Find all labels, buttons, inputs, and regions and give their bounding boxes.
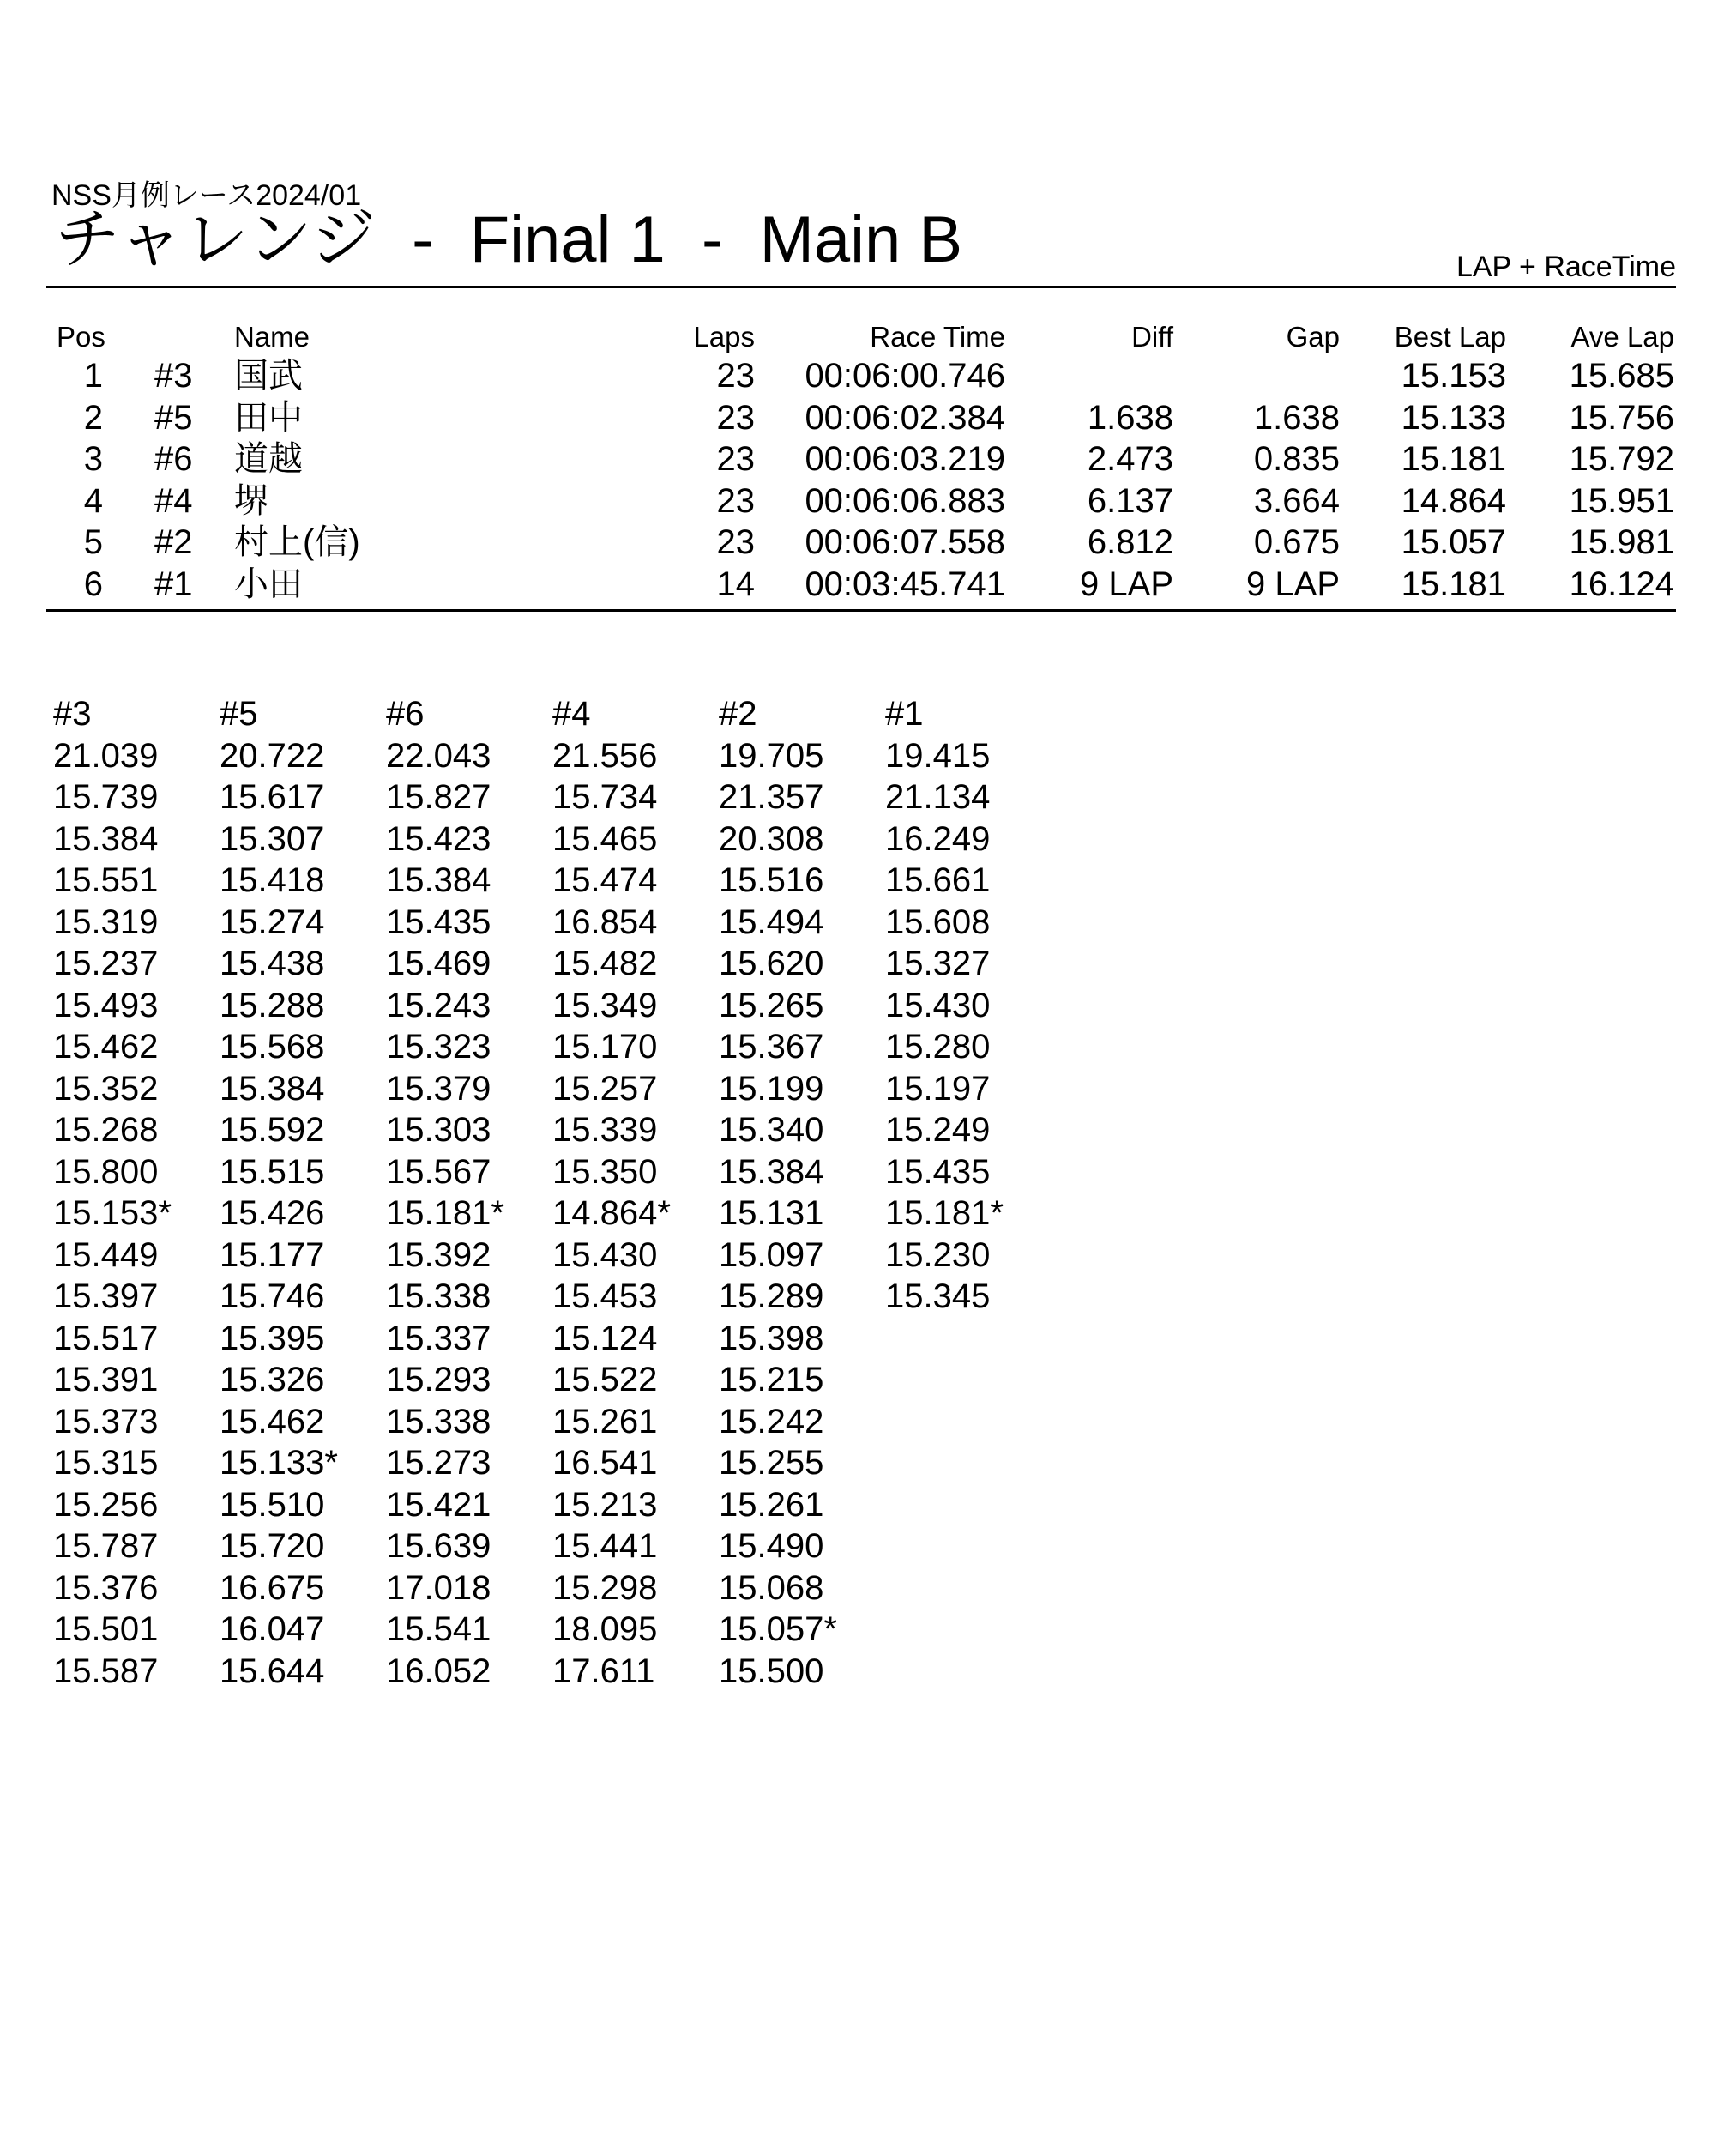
- lap-time-cell: 15.490: [719, 1527, 824, 1565]
- lap-time-cell: 15.644: [220, 1652, 325, 1690]
- lap-time-cell: 15.608: [885, 903, 991, 941]
- lap-time-cell: 15.568: [220, 1028, 325, 1066]
- col-header-laps: Laps: [693, 321, 755, 353]
- lap-time-cell: 15.153*: [53, 1194, 172, 1232]
- lap-column: [885, 693, 1052, 1692]
- driver-name-cell: 道越: [234, 440, 303, 478]
- lap-time-cell: 15.338: [386, 1402, 491, 1440]
- lap-time-cell: 15.500: [719, 1652, 824, 1690]
- col-header-name: Name: [234, 321, 310, 353]
- lap-time-cell: 15.395: [220, 1319, 325, 1357]
- best-lap-cell: 14.864: [1401, 481, 1506, 520]
- lap-time-cell: 15.280: [885, 1028, 991, 1066]
- lap-time-cell: 15.376: [53, 1568, 159, 1607]
- driver-name-cell: 国武: [234, 357, 303, 395]
- lap-time-cell: 15.435: [885, 1152, 991, 1191]
- lap-time-cell: 16.854: [552, 903, 658, 941]
- lap-time-cell: 16.249: [885, 819, 991, 858]
- lap-time-cell: 15.494: [719, 903, 824, 941]
- lap-time-cell: 15.827: [386, 778, 491, 816]
- col-header-gap: Gap: [1286, 321, 1340, 353]
- lap-time-cell: 15.057*: [719, 1610, 837, 1648]
- lap-time-cell: 16.541: [552, 1444, 658, 1482]
- lap-time-cell: 15.177: [220, 1235, 325, 1274]
- lap-time-cell: 15.367: [719, 1028, 824, 1066]
- lap-time-cell: 21.134: [885, 778, 991, 816]
- lap-time-cell: 15.800: [53, 1152, 159, 1191]
- event-name: NSS月例レース2024/01: [51, 179, 362, 212]
- pos-cell: 6: [83, 565, 103, 603]
- lap-time-cell: 15.261: [552, 1402, 658, 1440]
- lap-column: [552, 693, 719, 1692]
- lap-time-cell: 15.379: [386, 1069, 491, 1108]
- lap-time-cell: 15.515: [220, 1152, 325, 1191]
- lap-time-cell: 15.661: [885, 861, 991, 899]
- lap-time-cell: 15.449: [53, 1235, 159, 1274]
- pos-cell: 3: [83, 440, 103, 478]
- lap-time-cell: 15.352: [53, 1069, 159, 1108]
- lap-time-cell: 15.340: [719, 1111, 824, 1149]
- lap-time-cell: 15.430: [552, 1235, 658, 1274]
- lap-time-cell: 15.441: [552, 1527, 658, 1565]
- lap-time-cell: 15.230: [885, 1235, 991, 1274]
- ave-lap-cell: 15.951: [1569, 481, 1674, 520]
- lap-time-cell: 20.308: [719, 819, 824, 858]
- lap-time-cell: 15.181*: [885, 1194, 1004, 1232]
- lap-time-cell: 15.384: [386, 861, 491, 899]
- lap-time-cell: 15.398: [719, 1319, 824, 1357]
- lap-column: [386, 693, 552, 1692]
- gap-cell: 3.664: [1253, 481, 1340, 520]
- lap-time-cell: 15.337: [386, 1319, 491, 1357]
- lap-time-cell: 15.567: [386, 1152, 491, 1191]
- best-lap-cell: 15.181: [1401, 440, 1506, 478]
- pos-cell: 4: [83, 481, 103, 520]
- results-table: [0, 319, 1724, 605]
- lap-time-cell: 16.047: [220, 1610, 325, 1648]
- lap-time-cell: 15.517: [53, 1319, 159, 1357]
- lap-time-cell: 15.197: [885, 1069, 991, 1108]
- table-row: [0, 480, 1724, 522]
- table-row: [0, 355, 1724, 397]
- driver-name-cell: 小田: [234, 565, 303, 603]
- lap-time-cell: 15.438: [220, 945, 325, 982]
- lap-time-cell: 15.516: [719, 861, 824, 899]
- lap-time-cell: 15.319: [53, 903, 159, 941]
- lap-column-header: #2: [719, 695, 757, 733]
- lap-time-cell: 15.462: [53, 1028, 159, 1066]
- lap-time-cell: 15.124: [552, 1319, 658, 1357]
- lap-column-header: #3: [53, 695, 92, 733]
- lap-time-cell: 15.739: [53, 778, 159, 816]
- lap-time-cell: 15.303: [386, 1111, 491, 1149]
- header-rule: [46, 286, 1676, 288]
- laps-cell: 23: [716, 440, 755, 478]
- lap-time-cell: 15.787: [53, 1527, 159, 1565]
- car-number-cell: #5: [154, 398, 193, 437]
- results-bottom-rule: [46, 609, 1676, 612]
- laps-cell: 14: [716, 565, 755, 603]
- timing-mode: LAP + RaceTime: [1456, 251, 1676, 283]
- race-time-cell: 00:06:00.746: [805, 357, 1005, 395]
- lap-time-cell: 15.423: [386, 819, 491, 858]
- pos-cell: 2: [83, 398, 103, 437]
- page-title: チャレンジ - Final 1 - Main B: [55, 203, 963, 276]
- lap-time-cell: 15.293: [386, 1361, 491, 1398]
- race-time-cell: 00:06:07.558: [805, 523, 1005, 561]
- lap-time-cell: 15.384: [220, 1069, 325, 1108]
- race-time-cell: 00:06:06.883: [805, 481, 1005, 520]
- lap-time-cell: 15.170: [552, 1028, 658, 1066]
- lap-time-cell: 16.052: [386, 1652, 491, 1690]
- best-lap-cell: 15.133: [1401, 398, 1506, 437]
- lap-time-cell: 15.493: [53, 986, 159, 1024]
- race-time-cell: 00:03:45.741: [805, 565, 1005, 603]
- table-row: [0, 522, 1724, 564]
- lap-time-cell: 15.326: [220, 1361, 325, 1398]
- car-number-cell: #4: [154, 481, 193, 520]
- lap-time-cell: 15.350: [552, 1152, 658, 1191]
- lap-time-cell: 19.705: [719, 736, 824, 775]
- lap-time-cell: 17.018: [386, 1568, 491, 1607]
- lap-time-cell: 18.095: [552, 1610, 658, 1648]
- lap-column-header: #5: [220, 695, 258, 733]
- laps-cell: 23: [716, 523, 755, 561]
- lap-time-cell: 15.289: [719, 1277, 824, 1315]
- col-header-best-lap: Best Lap: [1394, 321, 1506, 353]
- table-row: [0, 397, 1724, 439]
- col-header-ave-lap: Ave Lap: [1570, 321, 1674, 353]
- lap-time-cell: 15.551: [53, 861, 159, 899]
- col-header-pos: Pos: [57, 321, 105, 353]
- lap-time-cell: 15.418: [220, 861, 325, 899]
- diff-cell: 1.638: [1087, 398, 1173, 437]
- pos-cell: 1: [83, 357, 103, 395]
- lap-time-cell: 15.255: [719, 1444, 824, 1482]
- lap-time-cell: 15.257: [552, 1069, 658, 1108]
- lap-time-cell: 15.327: [885, 945, 991, 982]
- lap-time-cell: 15.391: [53, 1361, 159, 1398]
- car-number-cell: #3: [154, 357, 193, 395]
- lap-column-header: #4: [552, 695, 591, 733]
- ave-lap-cell: 15.756: [1569, 398, 1674, 437]
- lap-time-cell: 15.482: [552, 945, 658, 982]
- lap-time-cell: 15.256: [53, 1485, 159, 1524]
- lap-time-cell: 15.213: [552, 1485, 658, 1524]
- lap-time-cell: 15.510: [220, 1485, 325, 1524]
- lap-column-header: #1: [885, 695, 924, 733]
- lap-time-cell: 15.237: [53, 945, 159, 982]
- lap-time-cell: 19.415: [885, 736, 991, 775]
- lap-time-cell: 15.274: [220, 903, 325, 941]
- lap-time-cell: 15.068: [719, 1568, 824, 1607]
- laps-cell: 23: [716, 398, 755, 437]
- lap-time-cell: 15.242: [719, 1402, 824, 1440]
- col-header-diff: Diff: [1131, 321, 1173, 353]
- lap-time-cell: 15.384: [53, 819, 159, 858]
- laps-cell: 23: [716, 357, 755, 395]
- gap-cell: 1.638: [1253, 398, 1340, 437]
- driver-name-cell: 田中: [234, 398, 303, 437]
- gap-cell: 9 LAP: [1246, 565, 1340, 603]
- lap-time-cell: 15.522: [552, 1361, 658, 1398]
- race-time-cell: 00:06:03.219: [805, 440, 1005, 478]
- lap-times-table: [53, 693, 1052, 1692]
- lap-time-cell: 15.307: [220, 819, 325, 858]
- lap-time-cell: 15.746: [220, 1277, 325, 1315]
- ave-lap-cell: 16.124: [1569, 565, 1674, 603]
- lap-time-cell: 15.199: [719, 1069, 824, 1108]
- car-number-cell: #6: [154, 440, 193, 478]
- lap-time-cell: 15.469: [386, 945, 491, 982]
- ave-lap-cell: 15.981: [1569, 523, 1674, 561]
- lap-time-cell: 15.133*: [220, 1444, 338, 1482]
- lap-time-cell: 15.617: [220, 778, 325, 816]
- car-number-cell: #1: [154, 565, 193, 603]
- lap-column: [220, 693, 386, 1692]
- lap-time-cell: 15.397: [53, 1277, 159, 1315]
- lap-time-cell: 15.339: [552, 1111, 658, 1149]
- table-row: [0, 564, 1724, 606]
- lap-time-cell: 15.243: [386, 986, 491, 1024]
- lap-time-cell: 17.611: [552, 1652, 655, 1690]
- lap-time-cell: 15.249: [885, 1111, 991, 1149]
- driver-name-cell: 堺: [234, 481, 268, 520]
- lap-time-cell: 15.430: [885, 986, 991, 1024]
- lap-time-cell: 15.392: [386, 1235, 491, 1274]
- lap-time-cell: 15.462: [220, 1402, 325, 1440]
- pos-cell: 5: [83, 523, 103, 561]
- lap-time-cell: 21.556: [552, 736, 658, 775]
- laps-cell: 23: [716, 481, 755, 520]
- lap-time-cell: 15.215: [719, 1361, 824, 1398]
- lap-time-cell: 15.435: [386, 903, 491, 941]
- lap-time-cell: 15.639: [386, 1527, 491, 1565]
- lap-time-cell: 15.268: [53, 1111, 159, 1149]
- lap-time-cell: 15.720: [220, 1527, 325, 1565]
- ave-lap-cell: 15.685: [1569, 357, 1674, 395]
- lap-time-cell: 15.288: [220, 986, 325, 1024]
- lap-time-cell: 15.421: [386, 1485, 491, 1524]
- lap-time-cell: 15.131: [719, 1194, 824, 1232]
- lap-time-cell: 15.373: [53, 1402, 159, 1440]
- lap-time-cell: 15.501: [53, 1610, 159, 1648]
- diff-cell: 6.137: [1087, 481, 1173, 520]
- lap-time-cell: 22.043: [386, 736, 491, 775]
- results-header-row: [0, 319, 1724, 355]
- best-lap-cell: 15.057: [1401, 523, 1506, 561]
- lap-time-cell: 15.453: [552, 1277, 658, 1315]
- ave-lap-cell: 15.792: [1569, 440, 1674, 478]
- race-time-cell: 00:06:02.384: [805, 398, 1005, 437]
- lap-column-header: #6: [386, 695, 425, 733]
- lap-time-cell: 15.384: [719, 1152, 824, 1191]
- lap-time-cell: 16.675: [220, 1568, 325, 1607]
- best-lap-cell: 15.181: [1401, 565, 1506, 603]
- lap-time-cell: 21.357: [719, 778, 824, 816]
- lap-time-cell: 15.620: [719, 945, 824, 982]
- lap-time-cell: 15.587: [53, 1652, 159, 1690]
- gap-cell: 0.675: [1253, 523, 1340, 561]
- lap-time-cell: 15.261: [719, 1485, 824, 1524]
- lap-time-cell: 15.349: [552, 986, 658, 1024]
- lap-time-cell: 15.541: [386, 1610, 491, 1648]
- lap-time-cell: 15.338: [386, 1277, 491, 1315]
- lap-time-cell: 15.426: [220, 1194, 325, 1232]
- lap-time-cell: 15.734: [552, 778, 658, 816]
- lap-time-cell: 15.273: [386, 1444, 491, 1482]
- diff-cell: 9 LAP: [1080, 565, 1173, 603]
- lap-time-cell: 20.722: [220, 736, 325, 775]
- lap-time-cell: 15.181*: [386, 1194, 504, 1232]
- lap-time-cell: 15.265: [719, 986, 824, 1024]
- lap-time-cell: 15.465: [552, 819, 658, 858]
- lap-time-cell: 15.474: [552, 861, 658, 899]
- lap-column: [719, 693, 885, 1692]
- diff-cell: 6.812: [1087, 523, 1173, 561]
- lap-time-cell: 15.345: [885, 1277, 991, 1315]
- diff-cell: 2.473: [1087, 440, 1173, 478]
- lap-time-cell: 15.315: [53, 1444, 159, 1482]
- table-row: [0, 438, 1724, 480]
- best-lap-cell: 15.153: [1401, 357, 1506, 395]
- car-number-cell: #2: [154, 523, 193, 561]
- gap-cell: 0.835: [1253, 440, 1340, 478]
- driver-name-cell: 村上(信): [234, 523, 360, 561]
- lap-time-cell: 14.864*: [552, 1194, 671, 1232]
- lap-time-cell: 15.298: [552, 1568, 658, 1607]
- lap-time-cell: 21.039: [53, 736, 159, 775]
- lap-column: [53, 693, 220, 1692]
- lap-time-cell: 15.323: [386, 1028, 491, 1066]
- col-header-race-time: Race Time: [870, 321, 1005, 353]
- lap-time-cell: 15.097: [719, 1235, 824, 1274]
- lap-time-cell: 15.592: [220, 1111, 325, 1149]
